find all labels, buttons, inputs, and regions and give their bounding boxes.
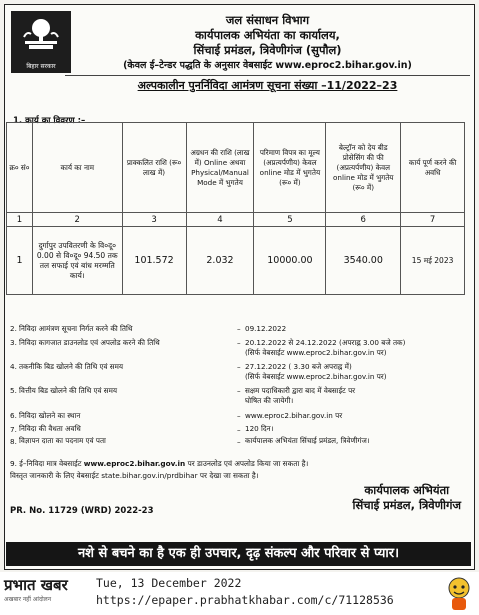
notice-number: अल्पकालीन पुनर्निविदा आमंत्रण सूचना संख्या –11/2022–23	[65, 75, 470, 93]
item-value: 120 दिन।	[245, 424, 274, 433]
signature-block	[353, 483, 461, 513]
signatory-title: कार्यपालक अभियंता	[364, 483, 450, 497]
item-number: 6.	[10, 411, 17, 420]
item-label: निविदा कागजात डाउनलोड एवं अपलोड करने की तिथि	[19, 338, 160, 347]
bihar-emblem-logo	[11, 11, 71, 73]
mascot-icon	[443, 576, 475, 612]
col-header-fee: बेल्ट्रॉन को देय बीड प्रोसेसिंग की फी (अप्रत्यर्पणीय) केवल online मोड में भुगतेय (रू० में)	[326, 123, 401, 213]
office-name: कार्यपालक अभियंता का कार्यालय,	[195, 28, 340, 42]
item-number: 3.	[10, 338, 17, 347]
newspaper-logo	[4, 575, 90, 611]
item-value: 09.12.2022	[245, 324, 287, 333]
row-sn: 1	[7, 227, 33, 295]
signatory-office: सिंचाई प्रमंडल, त्रिवेणीगंज	[352, 498, 461, 512]
item-number: 5.	[10, 386, 17, 395]
row-emd: 2.032	[186, 227, 254, 295]
item-number: 8.	[10, 436, 17, 446]
col-header-boq: परिमाण विपत्र का मूल्य (अप्रत्यर्पणीय) केवल online मोड में भुगतेय (रू० में)	[254, 123, 326, 213]
item-value-note: (सिर्फ वेबसाईट www.eproc2.bihar.gov.in पर)	[245, 372, 387, 381]
section-heading: 1. कार्य का विवरण :–	[13, 116, 86, 126]
column-number: 4	[186, 213, 254, 227]
column-number: 2	[32, 213, 122, 227]
item-value-note: (सिर्फ वेबसाईट www.eproc2.bihar.gov.in पर)	[245, 348, 387, 357]
col-header-sn: क्र० सं०	[7, 123, 33, 213]
col-header-estimate: प्राक्कलित राशि (रू० लाख में)	[122, 123, 186, 213]
newspaper-tagline: अखबार नहीं आंदोलन	[4, 596, 52, 603]
bodhi-tree-icon	[21, 17, 61, 51]
note-line-2: विस्तृत जानकारी के लिए वेबसाईट state.bihar.gov.in/prdbihar पर देखा जा सकता है।	[10, 471, 259, 480]
etender-note: (केवल ई–टेन्डर पद्धति के अनुसार वेबसाईट www.eproc2.bihar.gov.in)	[123, 60, 412, 71]
item-label: निविदा आमंत्रण सूचना निर्गत करने की तिथि	[19, 323, 133, 333]
list-item: 8. विज्ञापन दाता का पदनाम एवं पता – कार्यपालक अभियंता सिंचाई प्रमंडल, त्रिवेणीगंज।	[10, 435, 465, 447]
work-details-table	[6, 122, 465, 295]
row-work-name: दुर्गापुर उपवितरणी के वि०दू० 0.00 से वि०दू० 94.50 तक तल सफाई एवं बांध मरम्मति कार्य।	[32, 227, 122, 295]
list-item: 5. वित्तीय बिड खोलने की तिथि एवं समय – सक्षम पदाधिकारी द्वारा बाद में वेबसाईट पर घोषित की जायेगी।	[10, 384, 465, 408]
list-item: 4. तकनीकि बिड खोलने की तिथि एवं समय – 27.12.2022 ( 3.30 बजे अपराह्न में) (सिर्फ वेबसाईट www.eproc2.bihar.gov.in पर)	[10, 360, 465, 384]
column-number: 5	[254, 213, 326, 227]
table-header-row	[7, 123, 465, 213]
item-label: विज्ञापन दाता का पदनाम एवं पता	[19, 436, 106, 445]
item-label: निविदा खोलने का स्थान	[19, 410, 81, 420]
slogan-banner: नशे से बचने का है एक ही उपचार, दृढ़ संकल्प और परिवार से प्यार।	[6, 542, 471, 566]
tender-details-list	[10, 321, 465, 447]
item-label: वित्तीय बिड खोलने की तिथि एवं समय	[19, 386, 118, 395]
notice-header	[65, 13, 470, 93]
item-value: 27.12.2022 ( 3.30 बजे अपराह्न में)	[245, 362, 352, 371]
list-item: 3. निविदा कागजात डाउनलोड एवं अपलोड करने की तिथि – 20.12.2022 से 24.12.2022 (अपराह्न 3.00 बजे तक) (सिर्फ वेबसाईट www.eproc2.bihar.gov.in पर)	[10, 336, 465, 360]
department-name: जल संसाधन विभाग	[225, 13, 310, 27]
col-header-work: कार्य का नाम	[32, 123, 122, 213]
column-number-row	[7, 213, 465, 227]
column-number: 6	[326, 213, 401, 227]
pr-number: PR. No. 11729 (WRD) 2022-23	[10, 506, 154, 516]
emblem-caption: बिहार सरकार	[26, 63, 56, 70]
column-number: 1	[7, 213, 33, 227]
column-number: 7	[401, 213, 465, 227]
item-number: 2.	[10, 324, 17, 333]
item-value: कार्यपालक अभियंता सिंचाई प्रमंडल, त्रिवेणीगंज।	[245, 436, 370, 445]
item-value: 20.12.2022 से 24.12.2022 (अपराह्न 3.00 बजे तक)	[245, 338, 406, 347]
row-completion-period: 15 मई 2023	[401, 227, 465, 295]
row-estimate: 101.572	[122, 227, 186, 295]
epaper-url[interactable]: https://epaper.prabhatkhabar.com/c/71128536	[96, 593, 394, 607]
item-label: तकनीकि बिड खोलने की तिथि एवं समय	[19, 362, 124, 371]
item-value-note: घोषित की जायेगी।	[245, 396, 294, 405]
list-item: 2. निविदा आमंत्रण सूचना निर्गत करने की तिथि – 09.12.2022	[10, 321, 465, 336]
item-number: 7.	[10, 424, 17, 434]
newspaper-footer	[0, 572, 479, 615]
division-name: सिंचाई प्रमंडल, त्रिवेणीगंज (सुपौल)	[193, 43, 342, 57]
row-boq-cost: 10000.00	[254, 227, 326, 295]
list-item: 6. निविदा खोलने का स्थान – www.eproc2.bihar.gov.in पर	[10, 408, 465, 423]
item-value: www.eproc2.bihar.gov.in पर	[245, 410, 343, 420]
newspaper-name: प्रभात खबर	[4, 576, 68, 594]
item-number: 4.	[10, 362, 17, 371]
col-header-emd: अग्रधन की राशि (लाख में) Online अथवा Physical/Manual Mode में भुगतेय	[186, 123, 254, 213]
column-number: 3	[122, 213, 186, 227]
website-note	[10, 458, 465, 482]
note-line-1: 9. ई–निविदा मात्र वेबसाईट www.eproc2.bihar.gov.in पर डाउनलोड एवं अपलोड किया जा सकता है।	[10, 459, 309, 468]
item-value: सक्षम पदाधिकारी द्वारा बाद में वेबसाईट पर	[245, 386, 356, 395]
edition-date: Tue, 13 December 2022	[96, 576, 242, 590]
row-processing-fee: 3540.00	[326, 227, 401, 295]
table-row	[7, 227, 465, 295]
col-header-period: कार्य पूर्ण करने की अवधि	[401, 123, 465, 213]
list-item: 7. निविदा की वैधता अवधि – 120 दिन।	[10, 423, 465, 435]
eproc-link[interactable]: www.eproc2.bihar.gov.in	[83, 459, 186, 468]
item-label: निविदा की वैधता अवधि	[19, 424, 81, 433]
